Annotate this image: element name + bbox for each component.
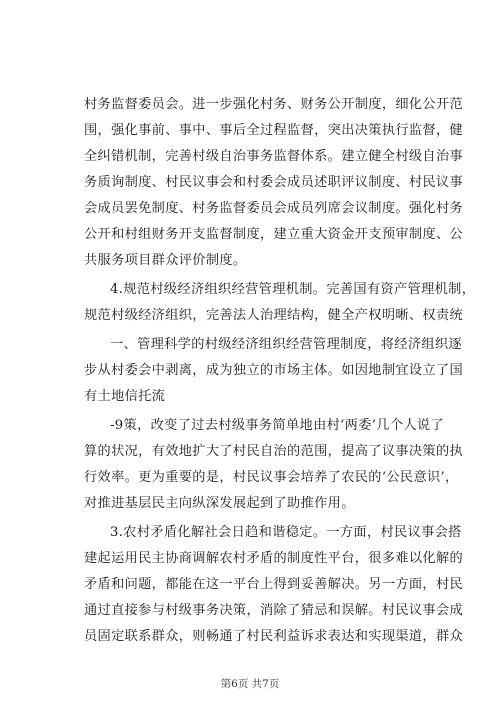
paragraph [84, 413, 464, 517]
text-line: 规范村级经济组织，完善法人治理结构，健全产权明晰、权责统 [84, 308, 464, 323]
text-line: 建起运用民主协商调解农村矛盾的制度性平台，很多难以化解的 [84, 551, 464, 566]
text-line: 村务监督委员会。进一步强化村务、财务公开制度，细化公开范 [84, 97, 464, 112]
text-line: 全纠错机制，完善村级自治事务监督体系。建立健全村级自治事 [84, 149, 464, 164]
text-line: 3.农村矛盾化解社会日趋和谐稳定。一方面，村民议事会搭 [110, 525, 462, 540]
text-line: 4.规范村级经济组织经营管理机制。完善国有资产管理机制， [110, 282, 476, 297]
paragraph [84, 92, 464, 274]
text-line: 通过直接参与村级事务决策，消除了猜忌和误解。村民议事会成 [84, 603, 464, 618]
text-line: 员固定联系群众，则畅通了村民利益诉求表达和实现渠道，群众 [84, 629, 464, 644]
text-line: 步从村委会中剥离，成为独立的市场主体。如因地制宜设立了国 [84, 363, 464, 378]
text-line: 对推进基层民主向纵深发展起到了助推作用。 [84, 496, 355, 511]
text-line: 共服务项目群众评价制度。 [84, 253, 247, 268]
text-line: 有土地信托流 [84, 389, 166, 404]
text-line: 一、管理科学的村级经济组织经营管理制度，将经济组织逐 [110, 337, 462, 352]
text-line: 公开和村组财务开支监督制度，建立重大资金开支预审制度、公 [84, 227, 464, 242]
text-line: 矛盾和问题，都能在这一平台上得到妥善解决。另一方面，村民 [84, 577, 464, 592]
body-text [84, 92, 476, 650]
text-line: 会成员罢免制度、村务监督委员会成员列席会议制度。强化村务 [84, 201, 464, 216]
text-line: 算的状况，有效地扩大了村民自治的范围，提高了议事决策的执 [84, 444, 464, 459]
text-line: 行效率。更为重要的是，村民议事会培养了农民的‘公民意识’， [84, 470, 459, 485]
text-line: 务质询制度、村民议事会和村委会成员述职评议制度、村民议事 [84, 175, 464, 190]
text-line: -9策，改变了过去村级事务简单地由村‘两委’几个人说了 [110, 418, 444, 433]
paragraph [84, 520, 464, 650]
paragraph [84, 277, 476, 329]
text-line: 围，强化事前、事中、事后全过程监督，突出决策执行监督，健 [84, 123, 464, 138]
paragraph [84, 332, 464, 410]
page-footer: 第6页 共7页 [220, 678, 280, 690]
